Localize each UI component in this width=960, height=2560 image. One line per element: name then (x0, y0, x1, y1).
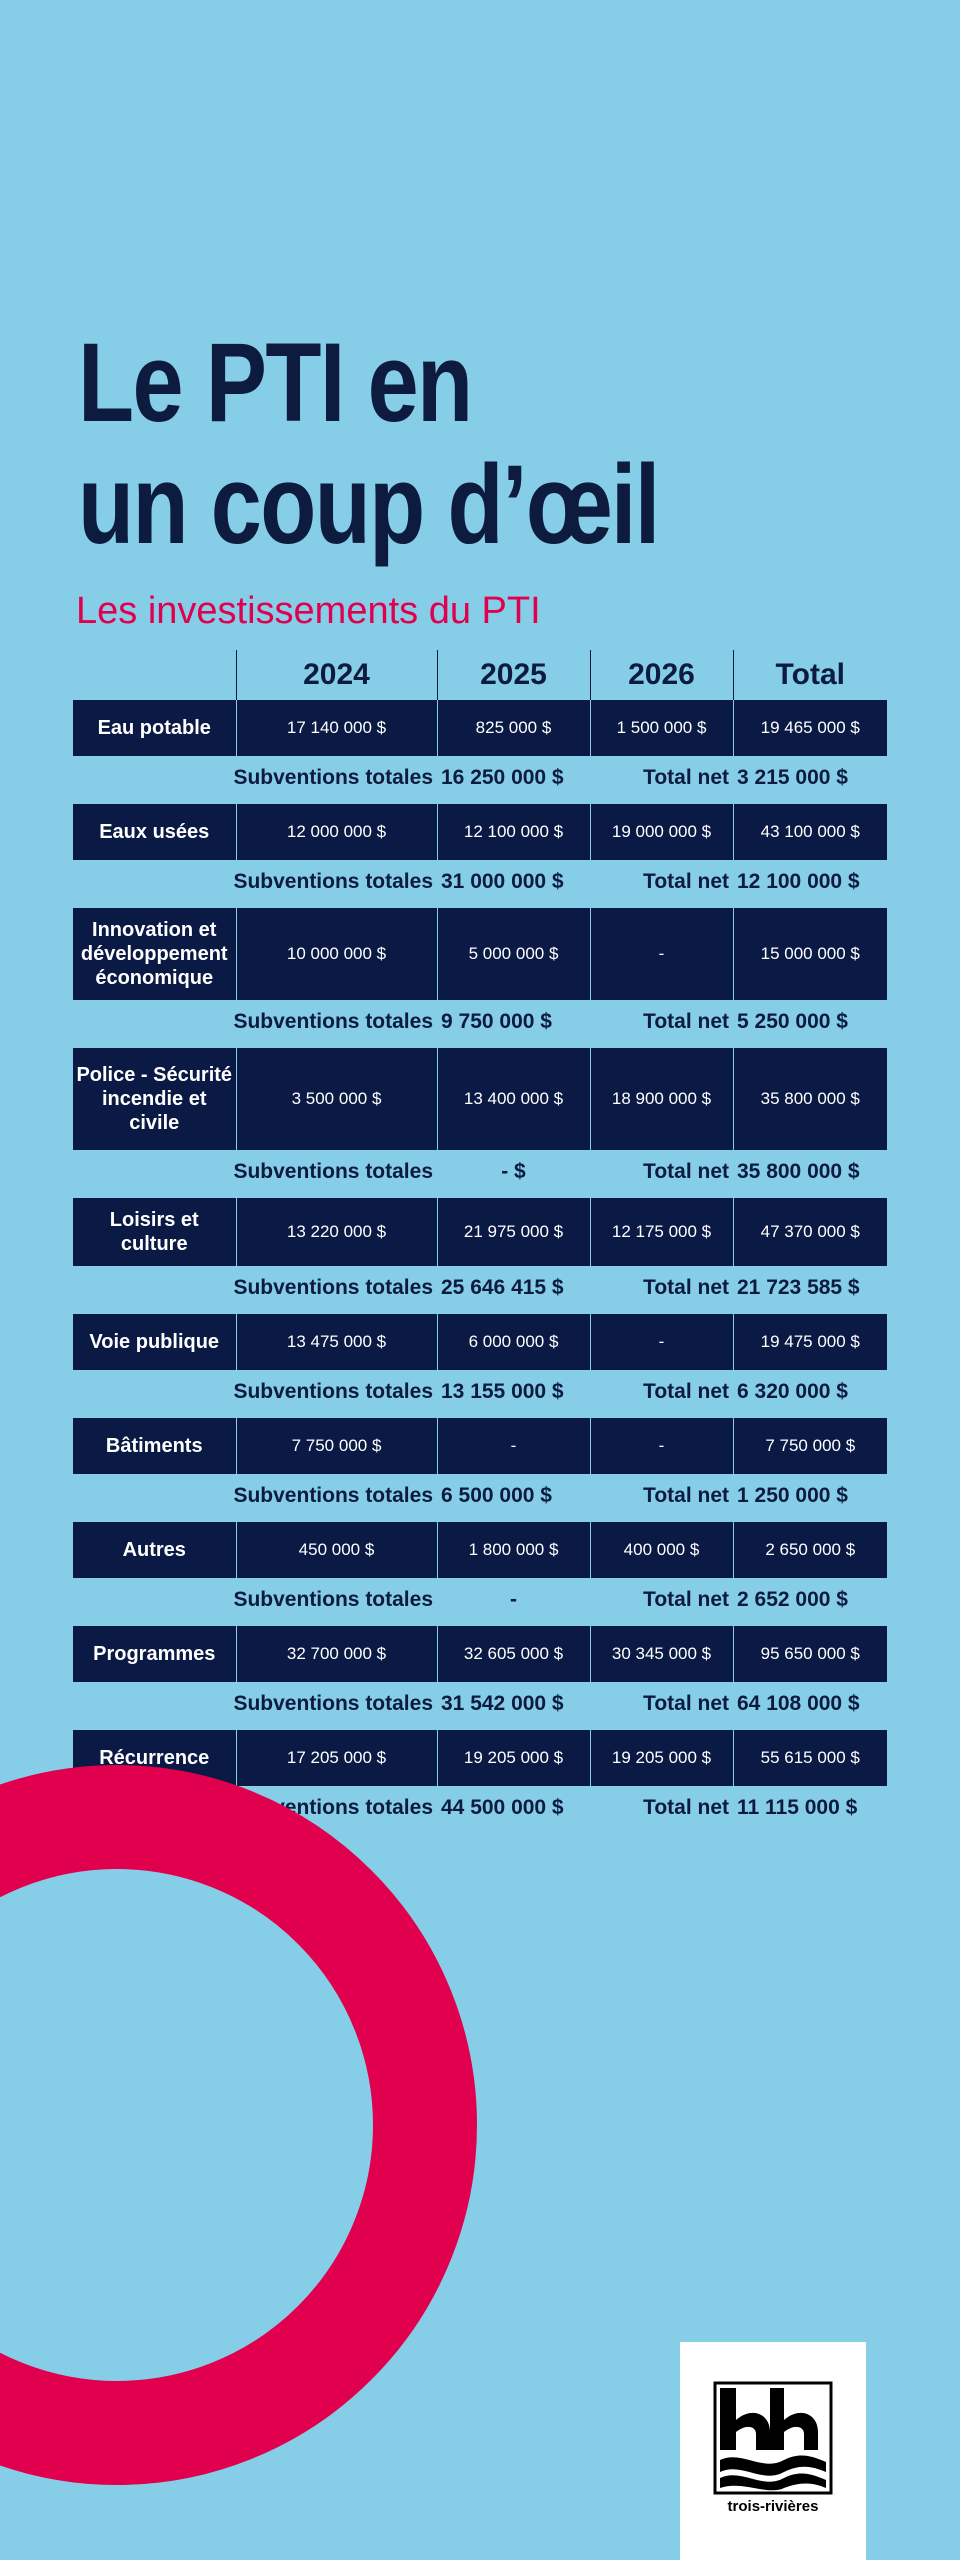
table-row (73, 908, 887, 1000)
subsidy-row (73, 860, 887, 904)
header-total: Total (733, 650, 887, 700)
net-value: 5 250 000 $ (737, 1010, 848, 1033)
net-label: Total net (643, 766, 729, 789)
value-2024-cell: 32 700 000 $ (236, 1626, 437, 1682)
value-2024-cell: 450 000 $ (236, 1522, 437, 1578)
category-cell: Eaux usées (73, 804, 236, 860)
net-value: 11 115 000 $ (737, 1796, 858, 1819)
title-line-1: Le PTI en (78, 320, 472, 445)
category-cell: Autres (73, 1522, 236, 1578)
net-label: Total net (643, 1160, 729, 1183)
value-2025-cell: 32 605 000 $ (437, 1626, 590, 1682)
category-cell: Programmes (73, 1626, 236, 1682)
category-cell: Voie publique (73, 1314, 236, 1370)
value-2025-cell: 825 000 $ (437, 700, 590, 756)
investment-table (73, 650, 887, 1834)
subsidy-value: - $ (501, 1160, 526, 1183)
subsidy-label: Subventions totales (233, 766, 433, 789)
city-logo (680, 2342, 866, 2560)
category-cell: Loisirs et culture (73, 1198, 236, 1266)
total-cell: 19 475 000 $ (733, 1314, 887, 1370)
category-cell: Récurrence (73, 1730, 236, 1786)
subsidy-row (73, 1266, 887, 1310)
net-label: Total net (643, 1692, 729, 1715)
net-value: 1 250 000 $ (737, 1484, 848, 1507)
header-2024: 2024 (236, 650, 437, 700)
subsidy-value: 44 500 000 $ (441, 1796, 564, 1819)
net-label: Total net (643, 1484, 729, 1507)
value-2024-cell: 3 500 000 $ (236, 1048, 437, 1150)
subsidy-value: 9 750 000 $ (441, 1010, 552, 1033)
value-2026-cell: 400 000 $ (590, 1522, 733, 1578)
trois-rivieres-logo-icon (712, 2380, 834, 2496)
net-label: Total net (643, 1380, 729, 1403)
value-2024-cell: 17 205 000 $ (236, 1730, 437, 1786)
table-row (73, 1314, 887, 1370)
value-2025-cell: 13 400 000 $ (437, 1048, 590, 1150)
net-value: 21 723 585 $ (737, 1276, 860, 1299)
value-2026-cell: 19 205 000 $ (590, 1730, 733, 1786)
value-2024-cell: 7 750 000 $ (236, 1418, 437, 1474)
subsidy-row (73, 1682, 887, 1726)
section-subtitle: Les investissements du PTI (76, 590, 541, 632)
total-cell: 15 000 000 $ (733, 908, 887, 1000)
table-row (73, 1198, 887, 1266)
subsidy-row (73, 1150, 887, 1194)
subsidy-value: 25 646 415 $ (441, 1276, 564, 1299)
subsidy-value: 31 000 000 $ (441, 870, 564, 893)
table-row (73, 1418, 887, 1474)
net-value: 64 108 000 $ (737, 1692, 860, 1715)
table-header-row (73, 650, 887, 700)
value-2025-cell: 21 975 000 $ (437, 1198, 590, 1266)
category-cell: Police - Sécurité incendie et civile (73, 1048, 236, 1150)
total-cell: 2 650 000 $ (733, 1522, 887, 1578)
value-2024-cell: 13 220 000 $ (236, 1198, 437, 1266)
net-label: Total net (643, 1010, 729, 1033)
value-2025-cell: - (437, 1418, 590, 1474)
subsidy-value: 16 250 000 $ (441, 766, 564, 789)
table-row (73, 700, 887, 756)
subsidy-row (73, 1578, 887, 1622)
net-value: 12 100 000 $ (737, 870, 860, 893)
total-cell: 55 615 000 $ (733, 1730, 887, 1786)
net-label: Total net (643, 870, 729, 893)
page-title (78, 322, 659, 566)
subsidy-value: 31 542 000 $ (441, 1692, 564, 1715)
title-line-2: un coup d’œil (78, 442, 659, 567)
table-row (73, 1048, 887, 1150)
header-2026: 2026 (590, 650, 733, 700)
net-value: 35 800 000 $ (737, 1160, 860, 1183)
net-value: 2 652 000 $ (737, 1588, 848, 1611)
category-cell: Bâtiments (73, 1418, 236, 1474)
value-2025-cell: 19 205 000 $ (437, 1730, 590, 1786)
net-label: Total net (643, 1796, 729, 1819)
subsidy-row (73, 1370, 887, 1414)
value-2025-cell: 12 100 000 $ (437, 804, 590, 860)
total-cell: 47 370 000 $ (733, 1198, 887, 1266)
value-2026-cell: 19 000 000 $ (590, 804, 733, 860)
category-cell: Innovation et développement économique (73, 908, 236, 1000)
total-cell: 95 650 000 $ (733, 1626, 887, 1682)
subsidy-label: Subventions totales (233, 1484, 433, 1507)
value-2024-cell: 13 475 000 $ (236, 1314, 437, 1370)
subsidy-row (73, 1000, 887, 1044)
subsidy-label: Subventions totales (233, 1380, 433, 1403)
decorative-arc (0, 1765, 477, 2485)
net-value: 3 215 000 $ (737, 766, 848, 789)
subsidy-row (73, 756, 887, 800)
net-label: Total net (643, 1276, 729, 1299)
value-2025-cell: 6 000 000 $ (437, 1314, 590, 1370)
total-cell: 43 100 000 $ (733, 804, 887, 860)
value-2024-cell: 17 140 000 $ (236, 700, 437, 756)
value-2025-cell: 5 000 000 $ (437, 908, 590, 1000)
subsidy-label: Subventions totales (233, 1276, 433, 1299)
subsidy-value: - (510, 1588, 517, 1611)
table-row (73, 1626, 887, 1682)
value-2026-cell: 12 175 000 $ (590, 1198, 733, 1266)
subsidy-value: 13 155 000 $ (441, 1380, 564, 1403)
subsidy-label: Subventions totales (233, 1160, 433, 1183)
header-empty (73, 650, 236, 700)
subsidy-value: 6 500 000 $ (441, 1484, 552, 1507)
net-label: Total net (643, 1588, 729, 1611)
value-2026-cell: - (590, 1418, 733, 1474)
category-cell: Eau potable (73, 700, 236, 756)
total-cell: 19 465 000 $ (733, 700, 887, 756)
value-2026-cell: 1 500 000 $ (590, 700, 733, 756)
value-2024-cell: 10 000 000 $ (236, 908, 437, 1000)
value-2026-cell: 30 345 000 $ (590, 1626, 733, 1682)
net-value: 6 320 000 $ (737, 1380, 848, 1403)
value-2026-cell: 18 900 000 $ (590, 1048, 733, 1150)
table-body (73, 700, 887, 1834)
table-row (73, 804, 887, 860)
subsidy-label: Subventions totales (233, 1692, 433, 1715)
subsidy-label: Subventions totales (233, 870, 433, 893)
logo-wordmark: trois-rivières (727, 2498, 819, 2515)
value-2024-cell: 12 000 000 $ (236, 804, 437, 860)
header-2025: 2025 (437, 650, 590, 700)
table-row (73, 1522, 887, 1578)
value-2026-cell: - (590, 908, 733, 1000)
total-cell: 35 800 000 $ (733, 1048, 887, 1150)
subsidy-label: Subventions totales (233, 1588, 433, 1611)
value-2025-cell: 1 800 000 $ (437, 1522, 590, 1578)
subsidy-label: Subventions totales (233, 1796, 433, 1819)
subsidy-row (73, 1474, 887, 1518)
subsidy-label: Subventions totales (233, 1010, 433, 1033)
total-cell: 7 750 000 $ (733, 1418, 887, 1474)
value-2026-cell: - (590, 1314, 733, 1370)
